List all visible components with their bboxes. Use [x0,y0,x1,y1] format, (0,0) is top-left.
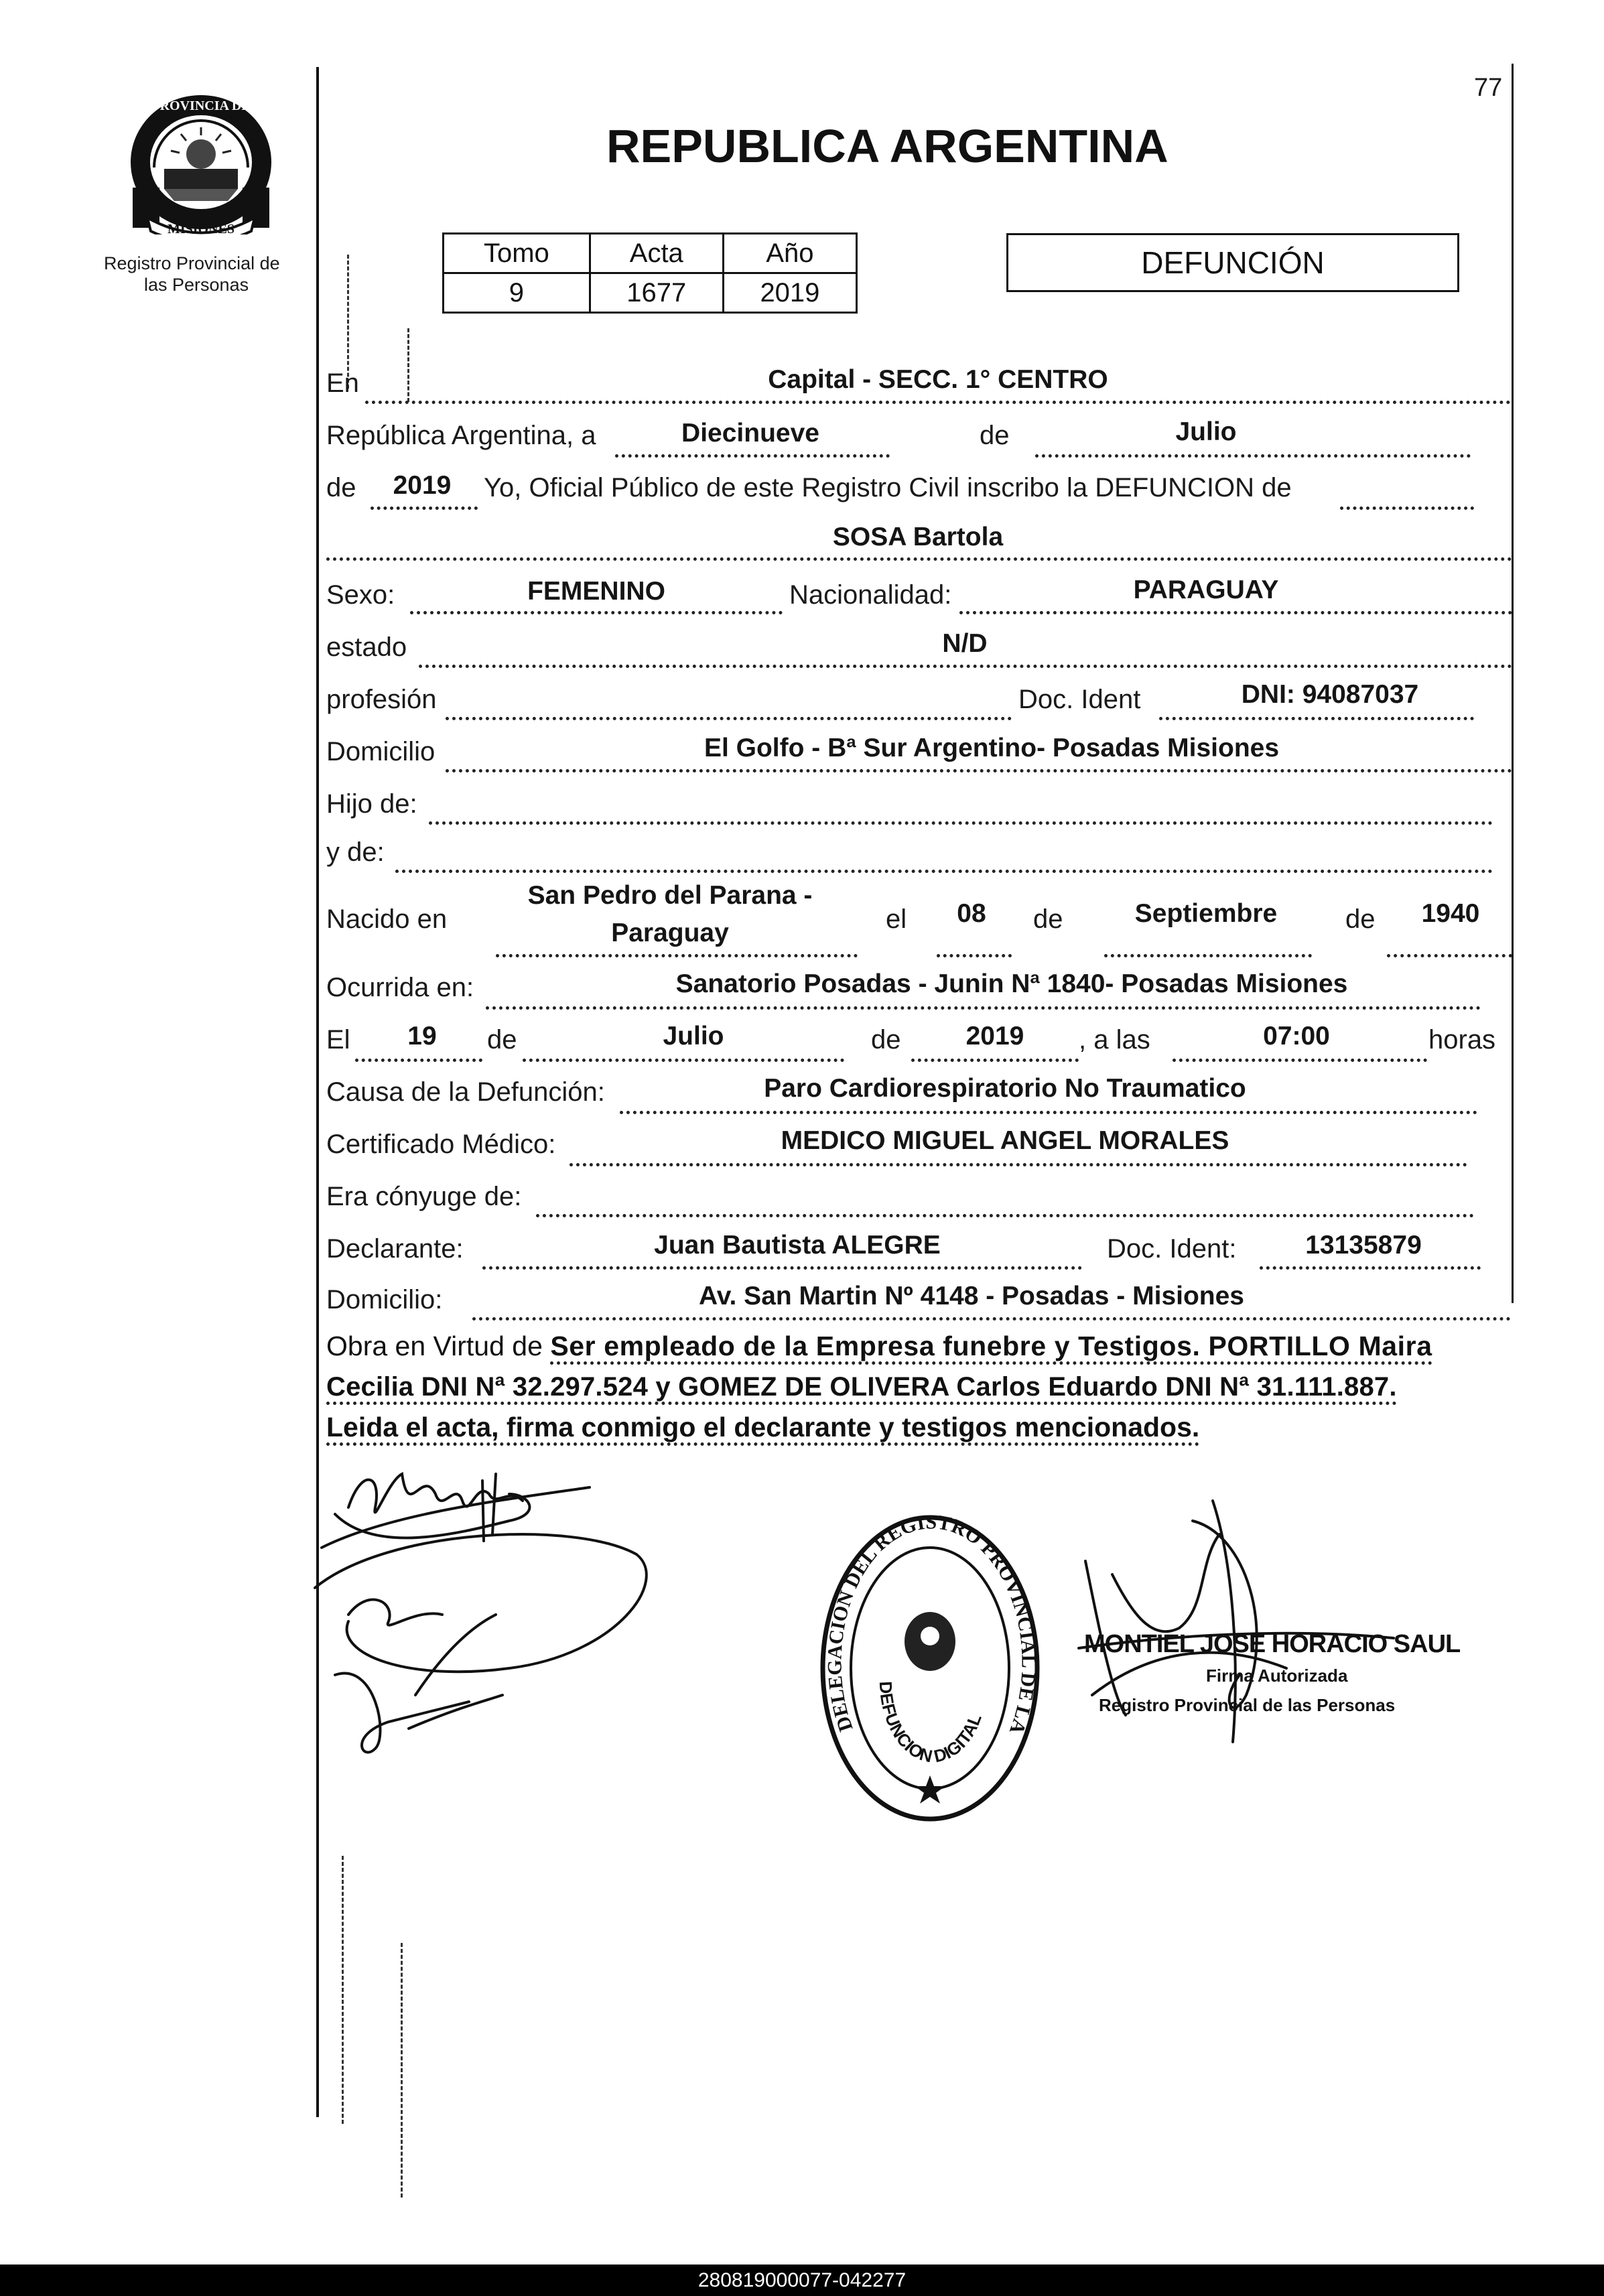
stamp-inner-text: DEFUNCION DIGITAL [875,1680,986,1767]
line-conyuge [536,1214,1474,1217]
line-causa [620,1111,1477,1114]
right-margin-line [1512,64,1514,1303]
page-number: 77 [1474,74,1503,102]
line-nacimiento-mes [1104,954,1312,957]
line-profesion [446,717,1012,720]
value-virtud-line2: Cecilia DNI Nª 32.297.524 y GOMEZ DE OLIVERA Carlos Eduardo DNI Nª 31.111.887. [326,1372,1397,1405]
margin-mark [401,1943,403,2198]
seal-text-top: PROVINCIA DE [151,98,251,113]
value-defuncion-hora: 07:00 [1263,1022,1330,1051]
line-lugar [365,401,1511,404]
line-doc-ident [1159,717,1474,720]
value-virtud-line1: Ser empleado de la Empresa funebre y Testigos. PORTILLO Maira [550,1331,1432,1365]
label-estado: estado [326,632,407,662]
label-de-def-mes: de [487,1025,517,1055]
signature-scribble-icon [308,1454,683,1769]
value-nacimiento-mes: Septiembre [1134,899,1278,928]
registry-name-line2: las Personas [144,275,249,295]
registry-name-line1: Registro Provincial de [104,253,280,273]
seal-text-bottom: MISIONES [167,222,235,234]
record-table [442,232,858,314]
line-yo [1340,507,1474,510]
line-domicilio [446,769,1512,772]
label-nacido-en: Nacido en [326,904,448,934]
value-domicilio: El Golfo - Bª Sur Argentino- Posadas Misiones [704,734,1280,762]
label-el-cap: El [326,1025,350,1055]
label-obra-en-virtud: Obra en Virtud de [326,1331,543,1361]
value-sexo: FEMENINO [527,577,665,606]
value-declarante: Juan Bautista ALEGRE [654,1231,941,1260]
label-de: de [980,421,1010,450]
value-mes-registro: Julio [1175,417,1237,446]
label-sexo: Sexo: [326,580,395,610]
line-defuncion-anio [911,1059,1079,1062]
value-nacimiento-dia: 08 [957,899,986,928]
margin-mark [342,1856,344,2124]
official-stamp [816,1507,1044,1829]
label-de-nac-mes: de [1033,904,1063,934]
line-y-de [395,870,1493,873]
line-declarante [482,1266,1082,1270]
label-profesion: profesión [326,685,437,714]
line-dia-letras [615,454,890,458]
line-estado [419,665,1512,668]
line-anio-registro [371,507,478,510]
virtud-line2-row [326,1364,1512,1409]
value-virtud-line3: Leida el acta, firma conmigo el declarante y testigos mencionados. [326,1412,1199,1446]
label-ocurrida-en: Ocurrida en: [326,973,474,1002]
value-lugar: Capital - SECC. 1° CENTRO [768,365,1108,394]
line-defuncion-dia [355,1059,482,1062]
line-nacido-en [496,954,858,957]
page-title: REPUBLICA ARGENTINA [606,120,1168,172]
value-ocurrida-en: Sanatorio Posadas - Junin Nª 1840- Posadas Misiones [675,969,1348,998]
label-domicilio: Domicilio [326,737,436,766]
virtud-line1-row [326,1324,1512,1368]
value-certificado: MEDICO MIGUEL ANGEL MORALES [781,1126,1229,1155]
value-doc-ident: DNI: 94087037 [1241,680,1419,709]
table-cell: 2019 [723,273,856,313]
label-causa: Causa de la Defunción: [326,1077,605,1107]
label-declarante-domicilio: Domicilio: [326,1285,443,1314]
declarant-signatures [308,1454,683,1769]
label-declarante: Declarante: [326,1234,464,1264]
value-nacido-en-line2: Paraguay [611,919,729,947]
label-nacionalidad: Nacionalidad: [789,580,952,610]
table-header: Acta [590,234,723,273]
record-type-box [1006,233,1459,292]
table-cell: 1677 [590,273,723,313]
table-cell: 9 [444,273,590,313]
value-declarante-doc: 13135879 [1305,1231,1422,1260]
label-horas: horas [1428,1025,1496,1055]
value-nacionalidad: PARAGUAY [1133,576,1279,604]
label-y-de: y de: [326,837,385,867]
value-nacido-en-line1: San Pedro del Parana - [527,881,813,910]
label-certificado: Certificado Médico: [326,1130,556,1159]
label-hijo-de: Hijo de: [326,789,417,819]
footer-document-id: 280819000077-042277 [0,2265,1604,2296]
label-de-nac-anio: de [1345,904,1376,934]
value-dia-letras: Diecinueve [681,419,819,448]
province-seal [127,87,275,234]
official-office: Registro Provincial de las Personas [1099,1695,1396,1715]
label-republica: República Argentina, a [326,421,596,450]
label-de-def-anio: de [871,1025,901,1055]
obra-en-virtud [326,1324,1512,1449]
line-mes-registro [1035,454,1471,458]
line-certificado [570,1163,1467,1166]
svg-text:DEFUNCION DIGITAL [876,1681,986,1767]
label-a-las: , a las [1079,1025,1150,1055]
province-seal-icon [127,87,275,234]
stamp-outer-text: DELEGACION DEL REGISTRO PROVINCIAL DE LA [823,1511,1040,1737]
left-margin-line [316,67,319,2117]
virtud-line3-row [326,1405,1512,1449]
line-nacimiento-dia [937,954,1012,957]
table-header: Tomo [444,234,590,273]
value-defuncion-anio: 2019 [965,1022,1024,1051]
official-name: MONTIEL JOSE HORACIO SAUL [1084,1630,1461,1658]
label-de-prefix: de [326,473,356,502]
value-nombre: SOSA Bartola [832,523,1004,551]
line-defuncion-mes [523,1059,844,1062]
line-nombre [326,557,1512,561]
stamp-icon [816,1507,1044,1829]
line-nacimiento-anio [1387,954,1512,957]
value-estado: N/D [942,629,988,658]
table-header: Año [723,234,856,273]
line-nacionalidad [959,611,1512,614]
label-declarante-doc: Doc. Ident: [1107,1234,1237,1264]
line-ocurrida-en [486,1006,1481,1010]
value-anio-registro: 2019 [393,471,452,500]
label-doc-ident: Doc. Ident [1018,685,1141,714]
official-title: Firma Autorizada [1206,1666,1348,1686]
label-el: el [886,904,907,934]
label-yo: Yo, Oficial Público de este Registro Civil inscribo la DEFUNCION de [484,473,1292,502]
record-type: DEFUNCIÓN [1141,245,1325,280]
line-declarante-domicilio [472,1317,1511,1321]
value-declarante-domicilio: Av. San Martin Nº 4148 - Posadas - Misiones [699,1282,1244,1310]
line-declarante-doc [1260,1266,1481,1270]
line-hijo-de [429,821,1493,825]
value-nacimiento-anio: 1940 [1421,899,1480,928]
value-causa: Paro Cardiorespiratorio No Traumatico [764,1074,1246,1103]
line-sexo [410,611,783,614]
margin-mark [407,328,409,402]
line-defuncion-hora [1173,1059,1427,1062]
label-en: En [326,368,359,398]
value-defuncion-dia: 19 [407,1022,437,1051]
value-defuncion-mes: Julio [663,1022,724,1051]
label-conyuge: Era cónyuge de: [326,1182,522,1211]
